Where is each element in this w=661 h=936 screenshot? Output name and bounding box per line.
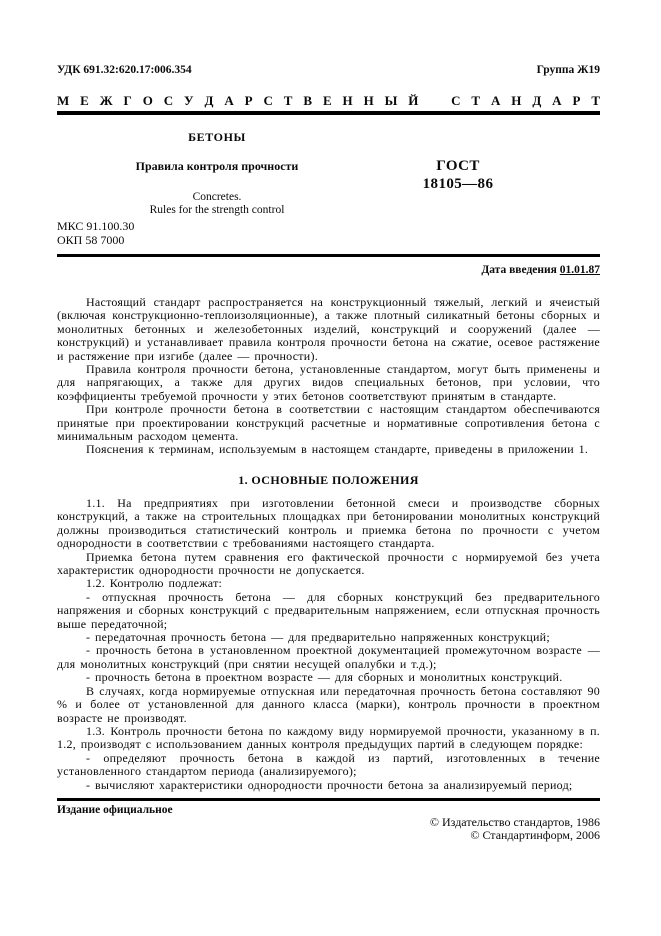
intro-paragraph: Настоящий стандарт распространяется на конструкционный тяжелый, легкий и ячеистый (включая конструкционно-теплоизоляционные), а также плотный силикатный бетоны сборных и монолитных бетонных и железобетонных изделий, конструкций и сооружений (далее — конструкций) и устанавливает правила контроля прочности бетона на сжатие, осевое растяжение и растяжение при изгибе (далее — прочности). — [57, 295, 600, 363]
intro-paragraph: При контроле прочности бетона в соответствии с настоящим стандартом обеспечиваются принятые при проектировании конструкций расчетные и нормативные сопротивления бетона с минимальным расходом цемента. — [57, 402, 600, 444]
copyright-block — [57, 816, 600, 842]
intro-paragraph: Пояснения к терминам, используемым в настоящем стандарте, приведены в приложении 1. — [86, 442, 589, 457]
section-paragraph: В случаях, когда нормируемые отпускная или передаточная прочность бетона составляют 90 % и более от установленной для данного класса (марки), контроль прочности в проектном возрасте не производят. — [57, 683, 600, 725]
divider-rule-footer — [57, 798, 600, 801]
section-paragraph: 1.2. Контролю подлежат: — [86, 576, 223, 591]
section-paragraph: 1.3. Контроль прочности бетона по каждому виду нормируемой прочности, указанному в п. 1.2, производят с использованием данных контроля предыдущих партий в следующем порядке: — [57, 723, 600, 752]
section-list-item: - отпускная прочность бетона — для сборных конструкций без предварительного напряжения и сборных конструкций с предварительным напряжением, если отпускная прочность выше передаточной; — [57, 589, 600, 631]
udk-group-row — [57, 64, 600, 76]
section-list-item: - прочность бетона в установленном проектной документацией промежуточном возрасте — для монолитных конструкций (при снятии несущей опалубки и т.д.); — [57, 643, 600, 671]
mks-code: МКС 91.100.30 — [57, 219, 135, 233]
udk-number: УДК 691.32:620.17:006.354 — [57, 64, 192, 76]
copyright-line-1: © Издательство стандартов, 1986 — [429, 815, 600, 829]
section-list-item: - прочность бетона в проектном возрасте — для сборных и монолитных конструкций. — [86, 670, 563, 685]
divider-rule-date — [57, 254, 600, 257]
standard-designation — [377, 130, 539, 216]
section-1-body — [57, 497, 600, 792]
document-title-en: Concretes. — [192, 191, 242, 203]
designation-line-2: 18105—86 — [422, 176, 494, 192]
title-block — [57, 130, 600, 216]
intro-paragraph: Правила контроля прочности бетона, установленные стандартом, могут быть применены и для напрягающих, а также для других видов специальных бетонов, при условии, что коэффициенты требуемой прочности у этих бетонов соответствуют принятым в стандарте. — [57, 362, 600, 403]
okp-code: ОКП 58 7000 — [57, 232, 125, 247]
section-paragraph: Приемка бетона путем сравнения его фактической прочности с нормируемой без учета характеристик однородности прочности не допускается. — [57, 549, 600, 578]
classification-codes — [57, 220, 600, 247]
effective-date-value: 01.01.87 — [559, 264, 600, 276]
official-edition-note: Издание официальное — [57, 804, 173, 816]
effective-date-row — [57, 264, 600, 276]
section-list-item: - определяют прочность бетона в каждой из партий, изготовленных в течение установленного стандартом периода (анализируемого); — [57, 750, 600, 779]
section-list-item: - вычисляют характеристики однородности прочности бетона за анализируемый период; — [86, 777, 573, 792]
title-block-left — [57, 130, 377, 216]
document-title: БЕТОНЫ — [188, 130, 246, 144]
section-list-item: - передаточная прочность бетона — для предварительно напряженных конструкций; — [86, 630, 550, 645]
group-code: Группа Ж19 — [536, 64, 600, 76]
document-subtitle-en: Rules for the strength control — [149, 204, 285, 216]
section-1-heading: 1. ОСНОВНЫЕ ПОЛОЖЕНИЯ — [238, 473, 419, 487]
intro-section — [57, 296, 600, 457]
divider-rule-top — [57, 111, 600, 115]
section-paragraph: 1.1. На предприятиях при изготовлении бетонной смеси и производстве сборных конструкций, а также на строительных площадках при бетонировании монолитных конструкций должны производиться статистический контроль и приемка бетона по прочности с учетом однородности в соответствии с требованиями настоящего стандарта. — [57, 496, 600, 551]
designation-line-1: ГОСТ — [436, 158, 480, 174]
standard-type-title: М Е Ж Г О С У Д А Р С Т В Е Н Н Ы Й С Т А Н Д А Р Т — [57, 93, 600, 108]
document-subtitle: Правила контроля прочности — [135, 159, 299, 173]
copyright-line-2: © Стандартинформ, 2006 — [470, 828, 600, 843]
effective-date-label: Дата введения — [481, 264, 557, 276]
